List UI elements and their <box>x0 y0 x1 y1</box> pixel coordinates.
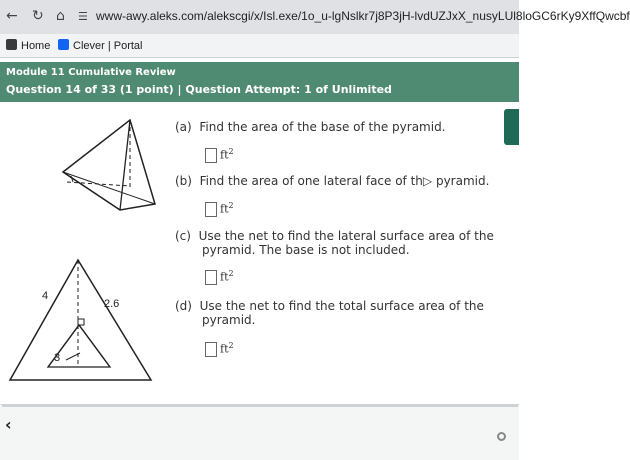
answer-a-input[interactable] <box>205 148 217 163</box>
clever-icon <box>58 39 69 50</box>
question-a-text: Find the area of the base of the pyramid. <box>199 120 446 134</box>
bookmark-home-label: Home <box>21 40 51 52</box>
help-circle-icon[interactable] <box>497 432 506 441</box>
address-bar[interactable]: www-awy.aleks.com/alekscgi/x/Isl.exe/1o_u-lgNslkr7j8P3jH-lvdUZJxX_nusyLUl8loGC6rKy9XffQwcbf <box>96 9 630 23</box>
bookmarks-bar <box>0 34 519 58</box>
pyramid-figure <box>55 112 165 217</box>
net-slant-label: 2.6 <box>104 298 120 310</box>
collapse-chevron-icon[interactable]: ‹ <box>5 415 12 434</box>
question-a <box>175 120 446 134</box>
net-height-label: 4 <box>42 290 49 302</box>
answer-c-unit: $ft^2$ <box>220 269 234 284</box>
bookmark-home[interactable] <box>6 39 50 52</box>
question-a-id: (a) <box>175 120 192 134</box>
question-d-line2: pyramid. <box>202 313 256 327</box>
bottom-toolbar <box>0 404 519 460</box>
module-title: Module 11 Cumulative Review <box>6 67 176 78</box>
question-status: Question 14 of 33 (1 point) | Question Attempt: 1 of Unlimited <box>6 83 392 96</box>
answer-d-unit: $ft^2$ <box>220 341 234 356</box>
question-c-text-1: Use the net to find the lateral surface area of the <box>198 229 494 243</box>
question-c-id: (c) <box>175 229 191 243</box>
bookmark-clever-label: Clever | Portal <box>73 40 143 52</box>
home-icon[interactable]: ⌂ <box>56 8 65 24</box>
question-b-text: Find the area of one lateral face of th▷ pyramid. <box>199 174 490 188</box>
answer-a-unit: $ft^2$ <box>220 147 234 162</box>
back-arrow-icon[interactable]: ← <box>6 8 18 24</box>
question-c-line2: pyramid. The base is not included. <box>202 243 410 257</box>
side-panel-tab[interactable] <box>504 109 519 145</box>
bookmark-clever[interactable] <box>58 39 143 52</box>
question-d-text-1: Use the net to find the total surface area of the <box>199 299 484 313</box>
home-bookmark-icon <box>6 39 17 50</box>
answer-b-unit: $ft^2$ <box>220 201 234 216</box>
pyramid-net-figure <box>8 255 158 400</box>
net-base-label: 3 <box>54 352 61 364</box>
browser-toolbar <box>0 0 630 34</box>
answer-d-input[interactable] <box>205 342 217 357</box>
answer-c-input[interactable] <box>205 270 217 285</box>
module-header <box>0 62 519 102</box>
question-b <box>175 174 489 188</box>
reload-icon[interactable]: ↻ <box>32 8 44 24</box>
question-d-id: (d) <box>175 299 192 313</box>
answer-b-input[interactable] <box>205 202 217 217</box>
question-b-id: (b) <box>175 174 192 188</box>
horizontal-scrollbar[interactable] <box>2 404 518 407</box>
question-c <box>175 229 494 243</box>
question-d <box>175 299 484 313</box>
site-info-icon[interactable]: ☰ <box>78 10 88 23</box>
